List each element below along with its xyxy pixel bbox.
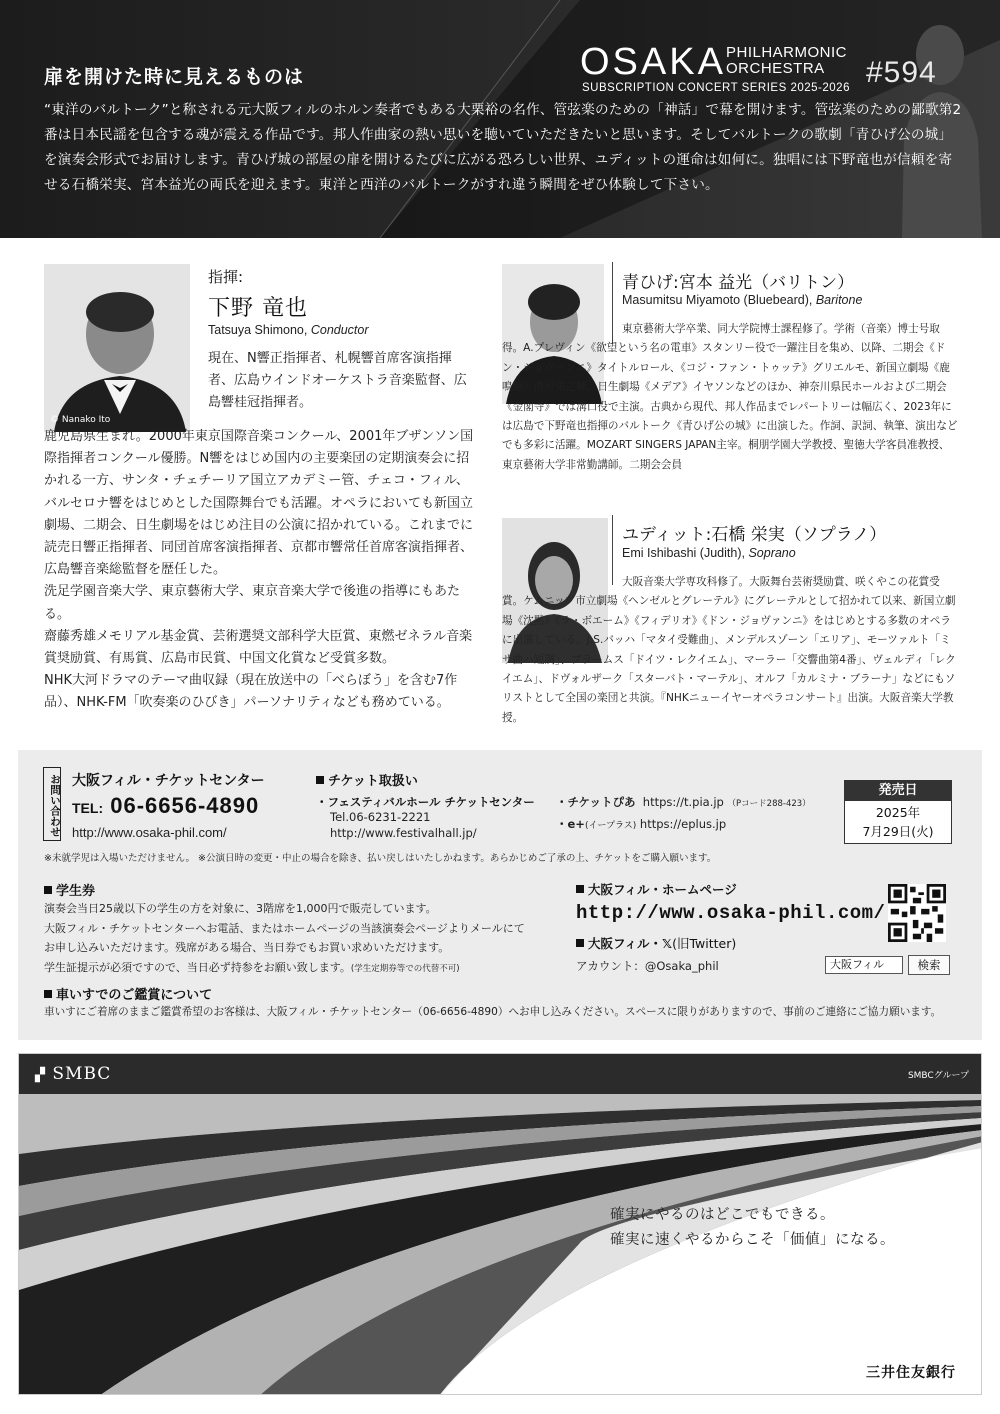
baritone-name-en bbox=[622, 293, 862, 307]
conductor-role-en: Conductor bbox=[310, 323, 369, 337]
student-line bbox=[44, 958, 564, 980]
conductor-role: 指揮: bbox=[208, 268, 244, 286]
release-day: 7月29日(火) bbox=[862, 824, 934, 839]
conductor-photo bbox=[44, 264, 190, 432]
qr-code-icon[interactable] bbox=[888, 884, 946, 942]
conductor-bio-para: NHK大河ドラマのテーマ曲収録（現在放送中の「べらぼう」を含む7作品）、NHK-FM「吹奏楽のひびき」パーソナリティなども務めている。 bbox=[44, 673, 458, 711]
header-description: “東洋のバルトーク”と称される元大阪フィルのホルン奏者でもある大栗裕の名作、管弦楽のための「神話」で幕を開けます。管弦楽のための鄙歌第2番は日本民謡を包含する魂が震える作品です。邦人作曲家の熱い思いを聴いていただきたいと思います。そしてバルトークの歌劇「青ひげ公の城」を演奏会形式でお届けします。青ひげ城の部屋の扉を開けるたびに広がる恐ろしい世界、ユディットの運命は如何に。独唱には下野竜也が信頼を寄せる石橋栄実、宮本益光の両氏を迎えます。東洋と西洋のバルトークがすれ違う瞬間をぜひ体験して下さい。 bbox=[44, 102, 962, 193]
student-body bbox=[44, 899, 564, 979]
square-bullet-icon bbox=[576, 885, 584, 893]
header-banner bbox=[0, 0, 1000, 238]
release-year: 2025年 bbox=[875, 805, 921, 820]
eplus-label: ・e+ bbox=[556, 817, 585, 831]
festival-name: ・フェスティバルホール チケットセンター bbox=[316, 795, 535, 809]
conductor-name-en-text: Tatsuya Shimono, bbox=[208, 323, 308, 337]
release-body bbox=[845, 801, 951, 841]
square-bullet-icon bbox=[576, 939, 584, 947]
header-title: 扉を開けた時に見えるものは bbox=[44, 66, 305, 88]
conductor-name: 下野 竜也 bbox=[208, 296, 308, 321]
baritone-bio: 東京藝術大学卒業、同大学院博士課程修了。学術（音楽）博士号取得。A.プレヴィン《欲望という名の電車》スタンリー役で一躍注目を集め、以降、二期会《ドン・ジョヴァンニ》タイトルロール、《コジ・ファン・トゥッテ》グリエルモ、新国立劇場《鹿鳴館》清原栄之輔、日生劇場《メデア》イヤソンなどのほか、神奈川県民ホールおよび二期会《金閣寺》では溝口役で主演。古典から現代、邦人作品までレパートリーは幅広く、2023年には広島で下野竜也指揮のバルトーク《青ひげ公の城》に出演した。作詞、訳詞、執筆、演出などでも多彩に活躍。MOZART SINGERS JAPAN主宰。桐朋学園大学教授、聖徳大学客員准教授、東京藝術大学非常勤講師。二期会会員 bbox=[502, 323, 958, 471]
conductor-name-en bbox=[208, 323, 369, 337]
ad-copy-line2: 確実に速くやるからこそ「価値」になる。 bbox=[610, 1232, 895, 1248]
student-line: 演奏会当日25歳以下の学生の方を対象に、3階席を1,000円で販売しています。 bbox=[44, 902, 437, 915]
search-button: 検索 bbox=[908, 955, 950, 975]
tickets-heading bbox=[316, 770, 418, 789]
ad-copy bbox=[610, 1203, 895, 1253]
x-logo-icon: 𝕏 bbox=[662, 936, 673, 951]
square-bullet-icon bbox=[44, 886, 52, 894]
baritone-heading bbox=[622, 268, 854, 293]
ad-copy-line1: 確実にやるのはどこでもできる。 bbox=[610, 1207, 835, 1223]
brand-philharmonic bbox=[726, 45, 847, 77]
release-date-box bbox=[844, 780, 952, 844]
student-last-small: (学生定期券等での代替不可) bbox=[350, 963, 460, 974]
square-bullet-icon bbox=[316, 776, 324, 784]
series-label: SUBSCRIPTION CONCERT SERIES 2025-2026 bbox=[582, 82, 850, 94]
homepage-heading bbox=[576, 880, 737, 898]
baritone-name: 宮本 益光（バリトン） bbox=[678, 273, 855, 293]
ad-bank-name: 三井住友銀行 bbox=[866, 1365, 956, 1381]
x-note: (旧Twitter) bbox=[672, 936, 737, 951]
tickets-heading-text: チケット取扱い bbox=[328, 774, 418, 789]
soprano-bio: 大阪音楽大学専攻科修了。大阪舞台芸術奨励賞、咲くやこの花賞受賞。ケムニッツ市立劇場《ヘンゼルとグレーテル》にグレーテルとして招かれて以来、新国立劇場《沈黙》《ラ・ボエーム》《フィデリオ》《ドン・ジョヴァンニ》をはじめとする多数のオペラに出演している。J.S.バッハ「マタイ受難曲」、メンデルスゾーン「エリア」、モーツァルト「ミサ曲ハ短調」、ブラームス「ドイツ・レクイエム」、マーラー「交響曲第4番」、ヴェルディ「レクイエム」、ドヴォルザーク「スターバト・マーテル」、オルフ「カルミナ・ブラーナ」などにもソリストとして全国の楽団と共演。『NHKニューイヤーオペラコンサート』出演。大阪音楽大学教授。 bbox=[502, 576, 956, 724]
tel-number[interactable]: 06-6656-4890 bbox=[110, 793, 260, 818]
square-bullet-icon bbox=[44, 990, 52, 998]
smbc-logo bbox=[35, 1064, 111, 1084]
homepage-heading-text: 大阪フィル・ホームページ bbox=[588, 882, 737, 897]
smbc-mark-icon: ▞ bbox=[35, 1068, 46, 1083]
conductor-bio-side: 現在、N響正指揮者、札幌響首席客演指揮者、広島ウインドオーケストラ音楽監督、広島響桂冠指揮者。 bbox=[208, 351, 467, 411]
ticket-center-url[interactable]: http://www.osaka-phil.com/ bbox=[72, 825, 227, 840]
festival-tel[interactable]: Tel.06-6231-2221 bbox=[330, 810, 431, 824]
eplus-row bbox=[556, 816, 726, 832]
release-heading: 発売日 bbox=[845, 781, 951, 801]
soprano-name-en bbox=[622, 546, 796, 560]
brand-phil-line1: PHILHARMONIC bbox=[726, 44, 848, 61]
conductor-bio-para: 鹿児島県生まれ。2000年東京国際音楽コンクール、2001年ブザンソン国際指揮者コンクール優勝。N響をはじめ国内の主要楽団の定期演奏会に招かれる一方、サンタ・チェチーリア国立アカデミー管、チェコ・フィル、バルセロナ響をはじめとした国際舞台でも活躍。オペラにおいても新国立劇場、二期会、日生劇場をはじめ注目の公演に招かれている。これまでに読売日響正指揮者、同団首席客演指揮者、京都市響常任首席客演指揮者、広島響音楽総監督を歴任した。 bbox=[44, 429, 474, 578]
concert-number: #594 bbox=[866, 56, 937, 89]
soprano-name-en-text: Emi Ishibashi (Judith), bbox=[622, 546, 745, 560]
qr-code-graphic bbox=[888, 884, 946, 942]
student-heading-text: 学生券 bbox=[56, 884, 96, 899]
pia-url[interactable]: https://t.pia.jp bbox=[642, 795, 724, 809]
baritone-role: 青ひげ: bbox=[622, 273, 679, 293]
smbc-group: SMBCグループ bbox=[907, 1071, 969, 1081]
student-heading bbox=[44, 880, 95, 899]
student-line: お申し込みいただけます。残席がある場合、当日券でもお買い求めいただけます。 bbox=[44, 941, 450, 954]
inquiry-label: お問い合わせ bbox=[43, 767, 61, 841]
x-heading bbox=[576, 934, 736, 952]
baritone-name-en-text: Masumitsu Miyamoto (Bluebeard), bbox=[622, 293, 813, 307]
ad-top-bar bbox=[19, 1054, 982, 1094]
pia-label: ・チケットぴあ bbox=[556, 795, 636, 809]
smbc-logo-text: SMBC bbox=[52, 1064, 112, 1084]
homepage-url[interactable]: http://www.osaka-phil.com/ bbox=[576, 902, 886, 924]
ticket-center-tel bbox=[72, 793, 259, 819]
x-account[interactable]: アカウント：@Osaka_phil bbox=[576, 959, 719, 973]
soprano-name: 石橋 栄実（ソプラノ） bbox=[711, 525, 887, 545]
pia-code: （Pコード288-423） bbox=[727, 799, 811, 809]
ticket-note: ※未就学児は入場いただけません。 ※公演日時の変更・中止の場合を除き、払い戻しはいたしかねます。あらかじめご了承の上、チケットをご購入願います。 bbox=[44, 853, 717, 864]
festival-url[interactable]: http://www.festivalhall.jp/ bbox=[330, 826, 477, 840]
student-line: 大阪フィル・チケットセンターへお電話、またはホームページの当該演奏会ページよりメールにて bbox=[44, 921, 525, 935]
ticket-center-name: 大阪フィル・チケットセンター bbox=[72, 773, 265, 789]
eplus-url[interactable]: https://eplus.jp bbox=[639, 817, 727, 831]
pia-row bbox=[556, 794, 811, 810]
baritone-voice-en: Baritone bbox=[815, 293, 863, 307]
conductor-bio bbox=[44, 426, 476, 715]
conductor-portrait-icon bbox=[44, 264, 190, 432]
student-last-text: 学生証提示が必須ですので、当日必ず持参をお願い致します。 bbox=[44, 960, 351, 974]
soprano-role: ユディット: bbox=[622, 525, 712, 545]
tel-label: TEL: bbox=[72, 800, 104, 816]
conductor-bio-para: 齋藤秀雄メモリアル基金賞、芸術選奨文部科学大臣賞、東燃ゼネラル音楽賞奨励賞、有馬賞、広島市民賞、中国文化賞など受賞多数。 bbox=[44, 628, 473, 667]
photo-credit: © Nanako Ito bbox=[50, 415, 111, 425]
wheelchair-heading bbox=[44, 984, 212, 1003]
eplus-kana: (イープラス) bbox=[584, 821, 637, 831]
soprano-heading bbox=[622, 520, 886, 545]
conductor-bio-para: 洗足学園音楽大学、東京藝術大学、東京音楽大学で後進の指導にもあたる。 bbox=[44, 584, 461, 622]
brand-phil-line2: ORCHESTRA bbox=[726, 60, 825, 77]
brand-osaka: OSAKA bbox=[580, 41, 726, 83]
soprano-voice-en: Soprano bbox=[748, 546, 796, 560]
x-heading-text: 大阪フィル・ bbox=[588, 936, 663, 951]
wheelchair-text: 車いすにご着席のままご鑑賞希望のお客様は、大阪フィル・チケットセンター（06-6656-4890）へお申し込みください。スペースに限りがありますので、事前のご連絡にご協力願います。 bbox=[44, 1006, 942, 1018]
search-term-box: 大阪フィル bbox=[825, 956, 903, 974]
wheelchair-heading-text: 車いすでのご鑑賞について bbox=[56, 988, 213, 1003]
